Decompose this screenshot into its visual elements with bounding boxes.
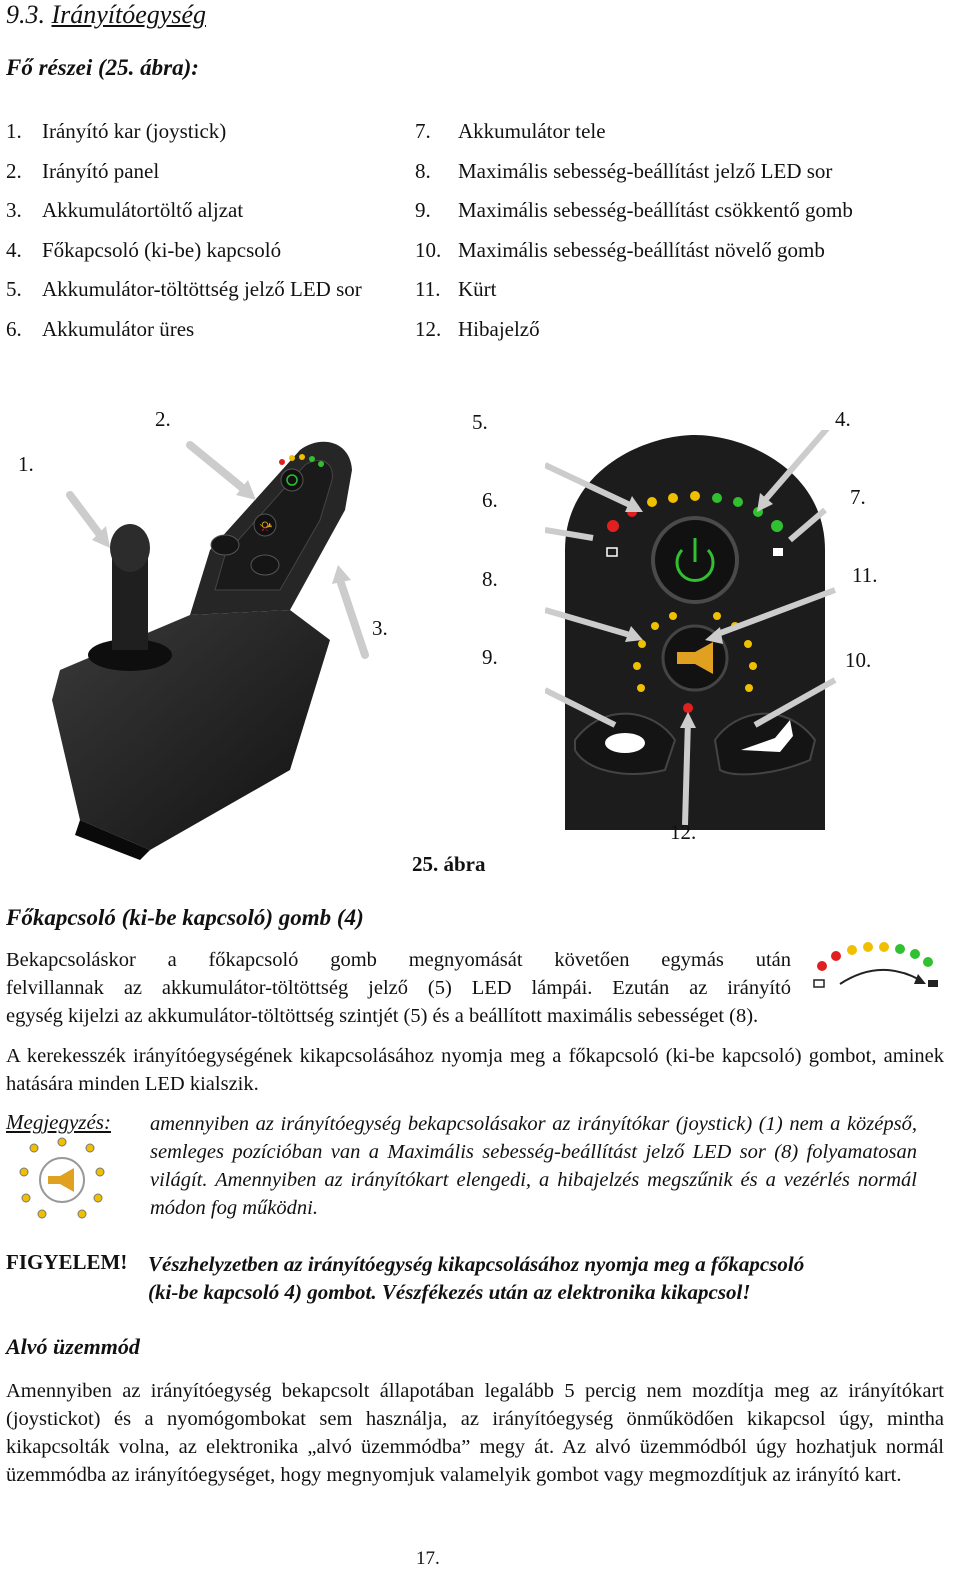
callout-label: 11. — [852, 563, 878, 587]
callout-label: 5. — [472, 410, 488, 434]
list-item: 3. Akkumulátortöltő aljzat — [6, 198, 244, 222]
list-item: 4. Főkapcsoló (ki-be) kapcsoló — [6, 237, 282, 262]
control-panel-closeup — [545, 430, 845, 830]
warning-label: FIGYELEM! — [6, 1250, 128, 1274]
callout-label: 4. — [835, 407, 851, 431]
text-line: felvillannak az akkumulátor-töltöttség jelző (5) LED lámpái. Ezután az irányító — [6, 977, 791, 999]
list-item: 6. Akkumulátor üres — [6, 316, 195, 341]
error-led-icon — [683, 703, 693, 713]
list-item: 1. Irányító kar (joystick) — [6, 119, 227, 143]
callout-label: 12. — [670, 820, 697, 844]
sleep-heading: Alvó üzemmód — [6, 1334, 140, 1359]
list-item: 10. Maximális sebesség-beállítást növelő gomb — [415, 237, 825, 262]
text-line: (ki-be kapcsoló 4) gombot. Vészfékezés után az elektronika kikapcsol! — [148, 1280, 751, 1304]
power-button-icon — [281, 469, 303, 491]
text-line: Vészhelyzetben az irányítóegység kikapcsolásához nyomja meg a főkapcsoló — [148, 1252, 805, 1276]
text-line: Bekapcsoláskor a főkapcsoló gomb megnyomását követően egymás után — [6, 949, 791, 971]
figure-caption: 25. ábra — [412, 852, 486, 876]
controller-photo — [40, 440, 410, 860]
battery-full-icon — [773, 548, 783, 556]
turtle-icon — [605, 733, 645, 753]
warning-text — [148, 1250, 804, 1306]
list-item: 2. Irányító panel — [6, 158, 160, 183]
main-switch-heading: Főkapcsoló (ki-be kapcsoló) gomb (4) — [6, 905, 364, 930]
callout-label: 6. — [482, 488, 498, 512]
section-title-text: Irányítóegység — [51, 0, 207, 29]
list-item: 12. Hibajelző — [415, 316, 540, 341]
section-number: 9.3. — [6, 0, 45, 29]
callout-label: 1. — [18, 452, 34, 476]
list-item: 9. Maximális sebesség-beállítást csökkentő gomb — [415, 198, 853, 222]
callout-label: 9. — [482, 645, 498, 669]
callout-label: 10. — [845, 648, 872, 672]
main-switch-paragraph-1-end: egység kijelzi az akkumulátor-töltöttség szintjét (5) és a beállított maximális sebességet (8). — [6, 1005, 759, 1027]
note-label: Megjegyzés: — [6, 1110, 111, 1134]
list-item: 11. Kürt — [415, 277, 497, 301]
turtle-button-icon — [211, 535, 239, 555]
sleep-text: Amennyiben az irányítóegység bekapcsolt állapotában legalább 5 percig nem mozdítja meg az irányítókart (joystickot) és a nyomógombokat sem használja, az irányítóegység önműködően kikapcsol úgy, mintha kikapcsolták volna, az elektronika „alvó üzemmódba” megy át. Az alvó üzemmódból úgy hozhatjuk normál üzemmódba az irányítóegységet, hogy megnyomjuk valamelyik gombot vagy megmozdítjuk az irányító kart. — [6, 1380, 944, 1486]
page-number: 17. — [416, 1548, 440, 1569]
rabbit-button-icon — [251, 555, 279, 575]
list-item: 8. Maximális sebesség-beállítást jelző LED sor — [415, 158, 833, 183]
callout-label: 7. — [850, 485, 866, 509]
section-title — [6, 0, 206, 30]
note-text: amennyiben az irányítóegység bekapcsolásakor az irányítókar (joystick) (1) nem a középső, semleges pozícióban van a Maximális sebesség-beállítást jelző LED sor (8) folyamatosan világít. Amennyiben az irányítókart elengedi, a hibajelzés megszűnik és a vezérlés normál módon fog működni. — [150, 1113, 917, 1219]
callout-label: 2. — [155, 407, 171, 431]
main-switch-paragraph-2: A kerekesszék irányítóegységének kikapcsolásához nyomja meg a főkapcsoló (ki-be kapcsoló) gombot, aminek hatására minden LED kialszik. — [6, 1045, 944, 1095]
parts-list-right — [415, 112, 853, 349]
list-item: 7. Akkumulátor tele — [415, 119, 606, 143]
parts-heading: Fő részei (25. ábra): — [6, 55, 199, 80]
list-item: 5. Akkumulátor-töltöttség jelző LED sor — [6, 277, 362, 301]
callout-label: 3. — [372, 616, 388, 640]
sun-horn-icon — [14, 1136, 110, 1224]
svg-text:📯: 📯 — [259, 520, 273, 533]
main-switch-paragraph-1 — [6, 946, 791, 1002]
parts-list-left — [6, 112, 362, 349]
led-sequence-icon — [810, 940, 950, 1000]
callout-label: 8. — [482, 567, 498, 591]
